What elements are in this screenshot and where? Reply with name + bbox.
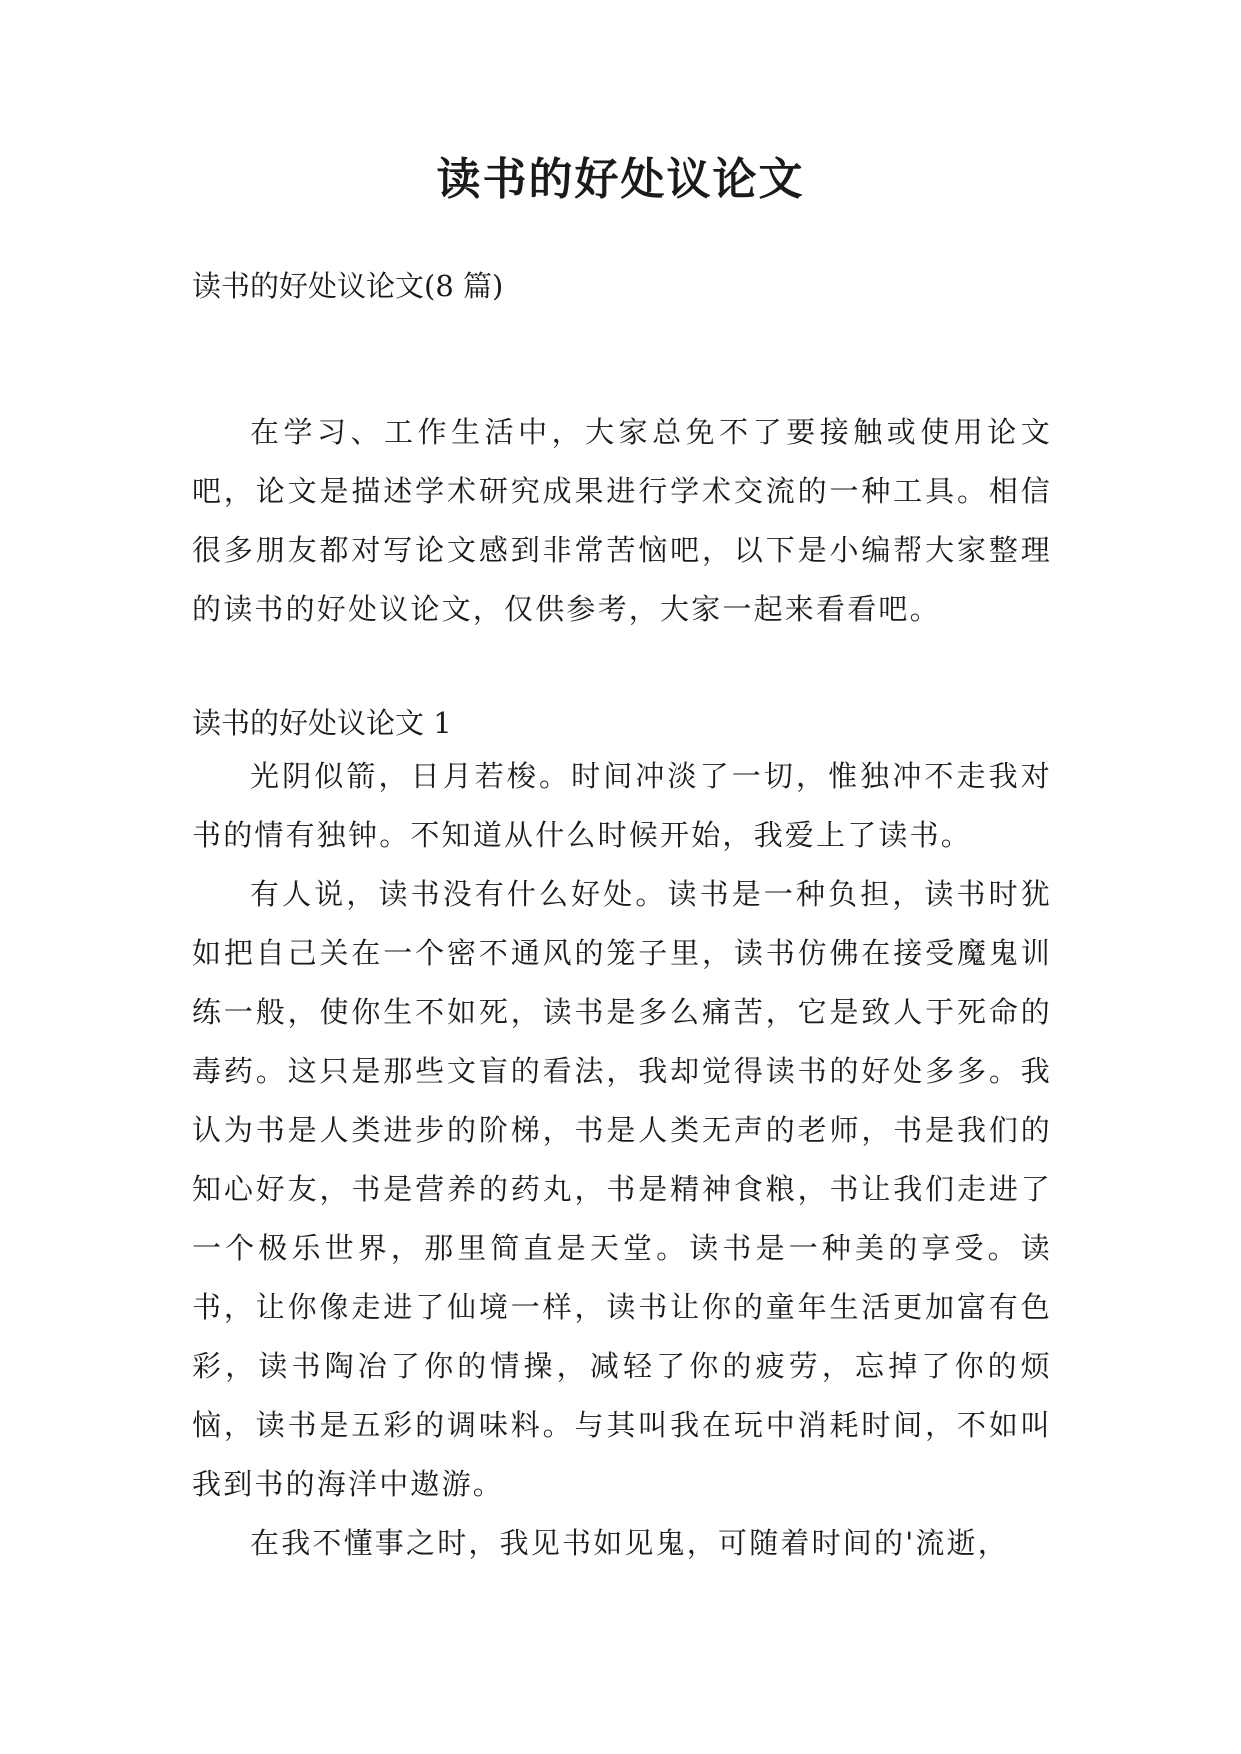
document-title: 读书的好处议论文 — [436, 154, 805, 205]
essay-paragraph-2: 有人说，读书没有什么好处。读书是一种负担，读书时犹如把自己关在一个密不通风的笼子里，读书仿佛在接受魔鬼训练一般，使你生不如死，读书是多么痛苦，它是致人于死命的毒药。这只是那些文盲的看法，我却觉得读书的好处多多。我认为书是人类进步的阶梯，书是人类无声的老师，书是我们的知心好友，书是营养的药丸，书是精神食粮，书让我们走进了一个极乐世界，那里简直是天堂。读书是一种美的享受。读书，让你像走进了仙境一样，读书让你的童年生活更加富有色彩，读书陶冶了你的情操，减轻了你的疲劳，忘掉了你的烦恼，读书是五彩的调味料。与其叫我在玩中消耗时间，不如叫我到书的海洋中遨游。 — [192, 877, 1052, 1501]
section-heading: 读书的好处议论文 1 — [192, 706, 452, 740]
essay-body — [192, 747, 1052, 1573]
essay-paragraph-3: 在我不懂事之时，我见书如见鬼，可随着时间的'流逝， — [250, 1526, 1009, 1560]
intro-block — [192, 403, 1052, 639]
document-subtitle: 读书的好处议论文(8 篇) — [192, 269, 504, 303]
intro-paragraph: 在学习、工作生活中，大家总免不了要接触或使用论文吧，论文是描述学术研究成果进行学术交流的一种工具。相信很多朋友都对写论文感到非常苦恼吧，以下是小编帮大家整理的读书的好处议论文，仅供参考，大家一起来看看吧。 — [192, 415, 1052, 626]
essay-paragraph-1: 光阴似箭，日月若梭。时间冲淡了一切，惟独冲不走我对书的情有独钟。不知道从什么时候开始，我爱上了读书。 — [192, 759, 1052, 852]
